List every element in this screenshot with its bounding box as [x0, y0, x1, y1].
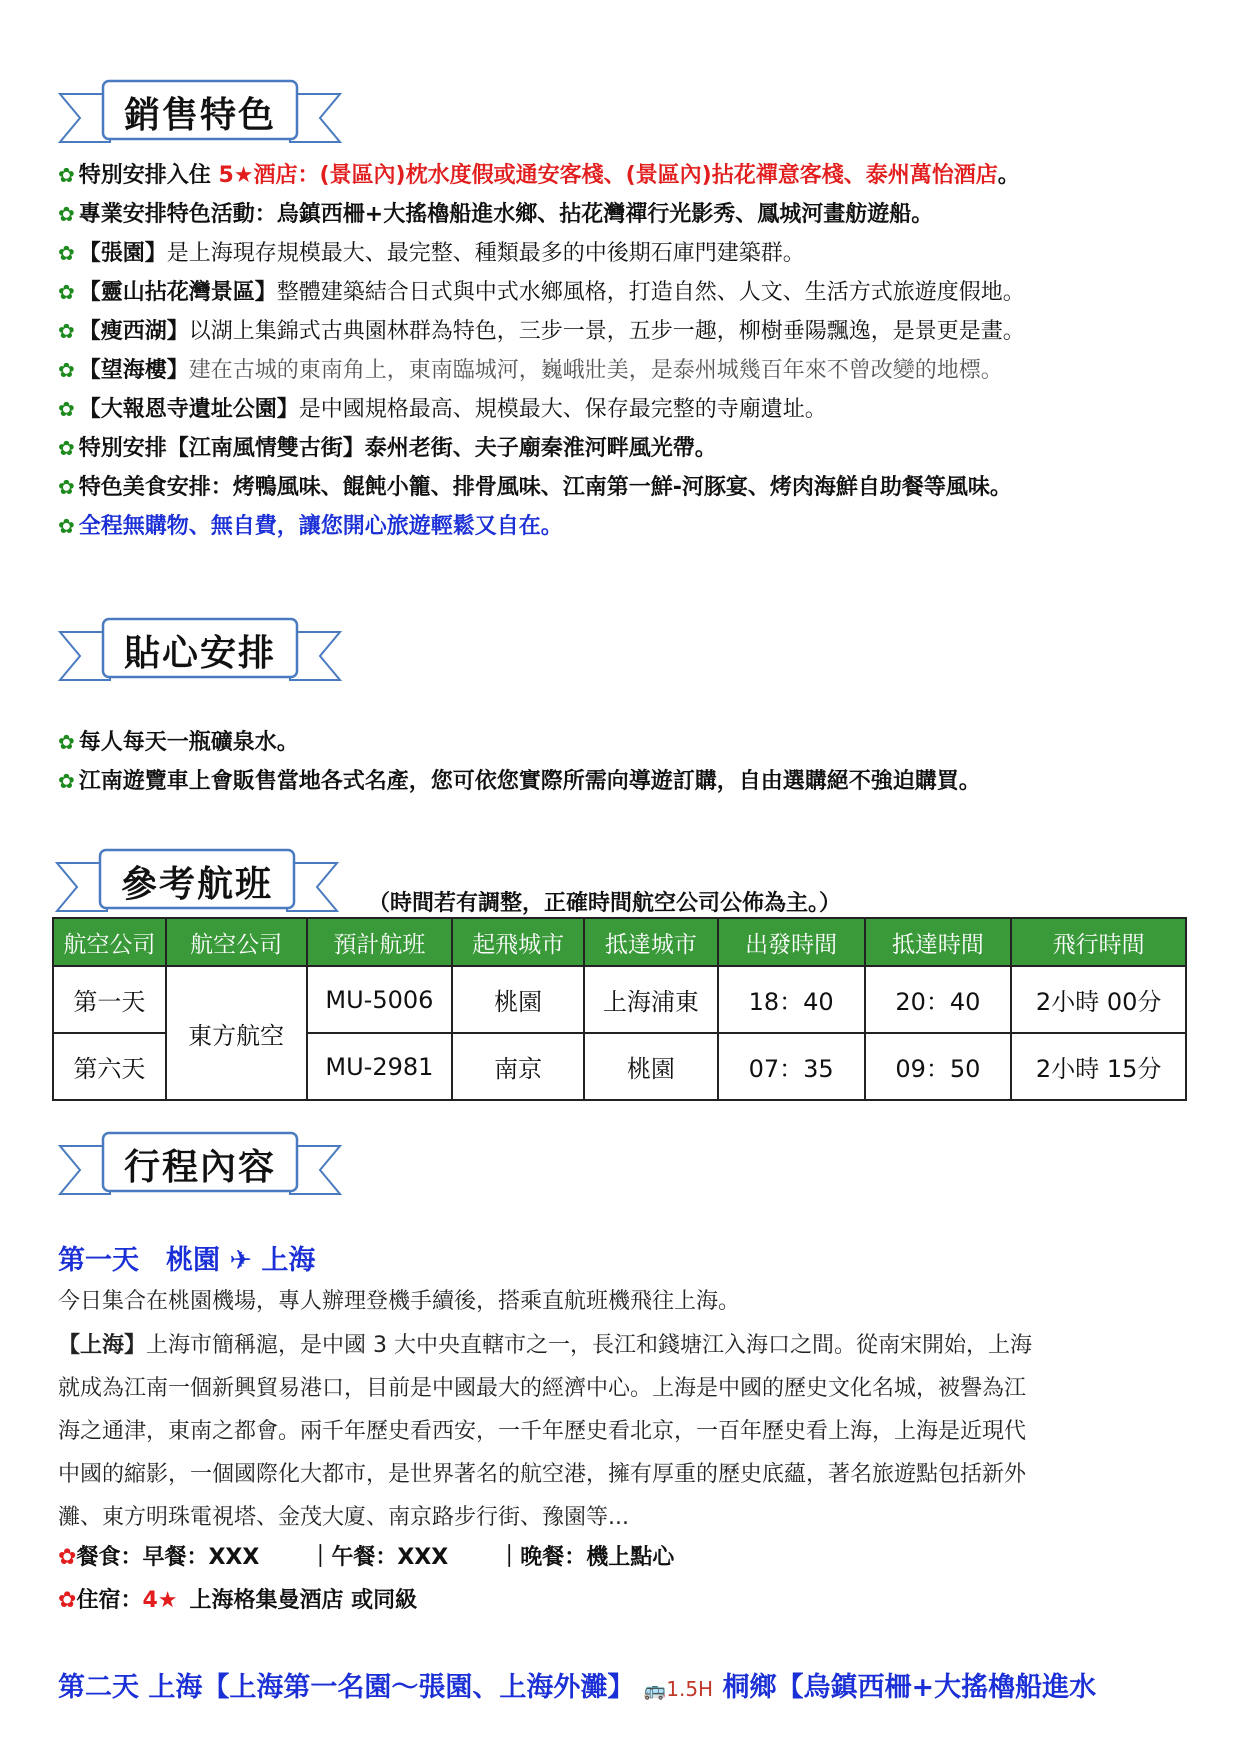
flower-icon: ✿ — [58, 436, 75, 460]
selling-item-8: ✿ 特別安排【江南風情雙古街】泰州老街、夫子廟秦淮河畔風光帶。 — [58, 436, 717, 461]
day1-intro: 今日集合在桃園機場，專人辦理登機手續後，搭乘直航班機飛往上海。 — [58, 1289, 741, 1314]
flower-icon: ✿ — [58, 1588, 77, 1613]
dep-cell: 18：40 — [718, 966, 865, 1033]
dep-cell: 07：35 — [718, 1033, 865, 1100]
flight-cell: MU-2981 — [307, 1033, 453, 1100]
flower-icon: ✿ — [58, 319, 75, 343]
table-row — [53, 966, 1186, 1033]
selling-item-1: ✿ 特別安排入住 5★酒店：(景區內)枕水度假或通安客棧、(景區內)拈花禪意客棧、泰州萬怡酒店。 — [58, 163, 1020, 188]
flower-icon: ✿ — [58, 202, 75, 226]
section-banner-selling — [55, 76, 345, 156]
header-cell: 抵達城市 — [584, 918, 718, 966]
day1-hotel: ✿住宿：4★ 上海格集曼酒店 或同級 — [58, 1588, 418, 1613]
section-banner-flights — [52, 845, 342, 925]
header-cell: 起飛城市 — [452, 918, 584, 966]
day1-title: 第一天 桃園 ✈ 上海 — [58, 1245, 316, 1276]
section-title: 銷售特色 — [123, 95, 276, 136]
flower-icon: ✿ — [58, 358, 75, 382]
selling-item-2: ✿ 專業安排特色活動：烏鎮西柵+大搖櫓船進水鄉、拈花灣禪行光影秀、鳳城河畫舫遊船。 — [58, 202, 934, 227]
airline-cell: 東方航空 — [166, 966, 307, 1100]
dur-cell: 2小時 00分 — [1011, 966, 1186, 1033]
day1-shanghai: 【上海】上海市簡稱滬，是中國 3 大中央直轄市之一，長江和錢塘江入海口之間。從南宋開始，上海 就成為江南一個新興貿易港口，目前是中國最大的經濟中心。上海是中國的歷史文化名城，被譽為江 海之通津，東南之都會。兩千年歷史看西安，一千年歷史看北京，一百年歷史看上海，上海是近現代 中國的縮影，一個國際化大都市，是世界著名的航空港，擁有厚重的歷史底蘊，著名旅遊點包括新外 灘、東方明珠電視塔、金茂大廈、南京路步行街、豫園等... — [58, 1333, 1033, 1530]
flower-icon: ✿ — [58, 280, 75, 304]
to-cell: 桃園 — [584, 1033, 718, 1100]
flower-icon: ✿ — [58, 514, 75, 538]
header-cell: 航空公司 — [53, 918, 166, 966]
flower-icon: ✿ — [58, 769, 75, 793]
section-title: 參考航班 — [120, 864, 273, 905]
table-header-row — [53, 918, 1186, 966]
header-cell: 出發時間 — [718, 918, 865, 966]
bus-icon: 🚌 — [643, 1680, 667, 1701]
arr-cell: 09：50 — [865, 1033, 1012, 1100]
selling-item-3: ✿ 【張園】是上海現存規模最大、最完整、種類最多的中後期石庫門建築群。 — [58, 241, 805, 266]
shanghai-title: 【上海】 — [58, 1333, 147, 1358]
day1-meals: ✿餐食：早餐：XXX ｜午餐：XXX ｜晚餐：機上點心 — [58, 1545, 675, 1570]
flight-table — [52, 917, 1187, 1101]
dur-cell: 2小時 15分 — [1011, 1033, 1186, 1100]
from-cell: 南京 — [452, 1033, 584, 1100]
selling-item-10: ✿ 全程無購物、無自費，讓您開心旅遊輕鬆又自在。 — [58, 514, 563, 539]
flower-icon: ✿ — [58, 241, 75, 265]
section-banner-care — [55, 614, 345, 694]
section-title: 貼心安排 — [123, 633, 276, 674]
header-cell: 預計航班 — [307, 918, 453, 966]
section-title: 行程內容 — [123, 1147, 276, 1188]
header-cell: 航空公司 — [166, 918, 307, 966]
to-cell: 上海浦東 — [584, 966, 718, 1033]
selling-item-6: ✿ 【望海樓】建在古城的東南角上，東南臨城河，巍峨壯美，是泰州城幾百年來不曾改變的地標。 — [58, 358, 1003, 383]
flight-cell: MU-5006 — [307, 966, 453, 1033]
flower-icon: ✿ — [58, 730, 75, 754]
flower-icon: ✿ — [58, 397, 75, 421]
flight-note: （時間若有調整，正確時間航空公司公佈為主。） — [368, 891, 842, 916]
day-cell: 第一天 — [53, 966, 166, 1033]
flower-icon: ✿ — [58, 163, 75, 187]
flower-icon: ✿ — [58, 475, 75, 499]
selling-item-4: ✿ 【靈山拈花灣景區】整體建築結合日式與中式水鄉風格，打造自然、人文、生活方式旅遊度假地。 — [58, 280, 1025, 305]
care-item-1: ✿ 每人每天一瓶礦泉水。 — [58, 730, 299, 755]
day2-title: 第二天 上海【上海第一名園～張園、上海外灘】 🚌1.5H 桐鄉【烏鎮西柵+大搖櫓船進水 — [58, 1672, 1097, 1703]
section-banner-itinerary — [55, 1128, 345, 1208]
care-item-2: ✿ 江南遊覽車上會販售當地各式名產，您可依您實際所需向導遊訂購，自由選購絕不強迫購買。 — [58, 769, 981, 794]
day-cell: 第六天 — [53, 1033, 166, 1100]
flower-icon: ✿ — [58, 1545, 77, 1570]
header-cell: 抵達時間 — [865, 918, 1012, 966]
header-cell: 飛行時間 — [1011, 918, 1186, 966]
arr-cell: 20：40 — [865, 966, 1012, 1033]
selling-item-9: ✿ 特色美食安排：烤鴨風味、餛飩小籠、排骨風味、江南第一鮮-河豚宴、烤肉海鮮自助餐等風味。 — [58, 475, 1012, 500]
selling-item-5: ✿ 【瘦西湖】以湖上集錦式古典園林群為特色，三步一景，五步一趣，柳樹垂陽飄逸，是景更是畫。 — [58, 319, 1025, 344]
selling-item-7: ✿ 【大報恩寺遺址公園】是中國規格最高、規模最大、保存最完整的寺廟遺址。 — [58, 397, 827, 422]
from-cell: 桃園 — [452, 966, 584, 1033]
